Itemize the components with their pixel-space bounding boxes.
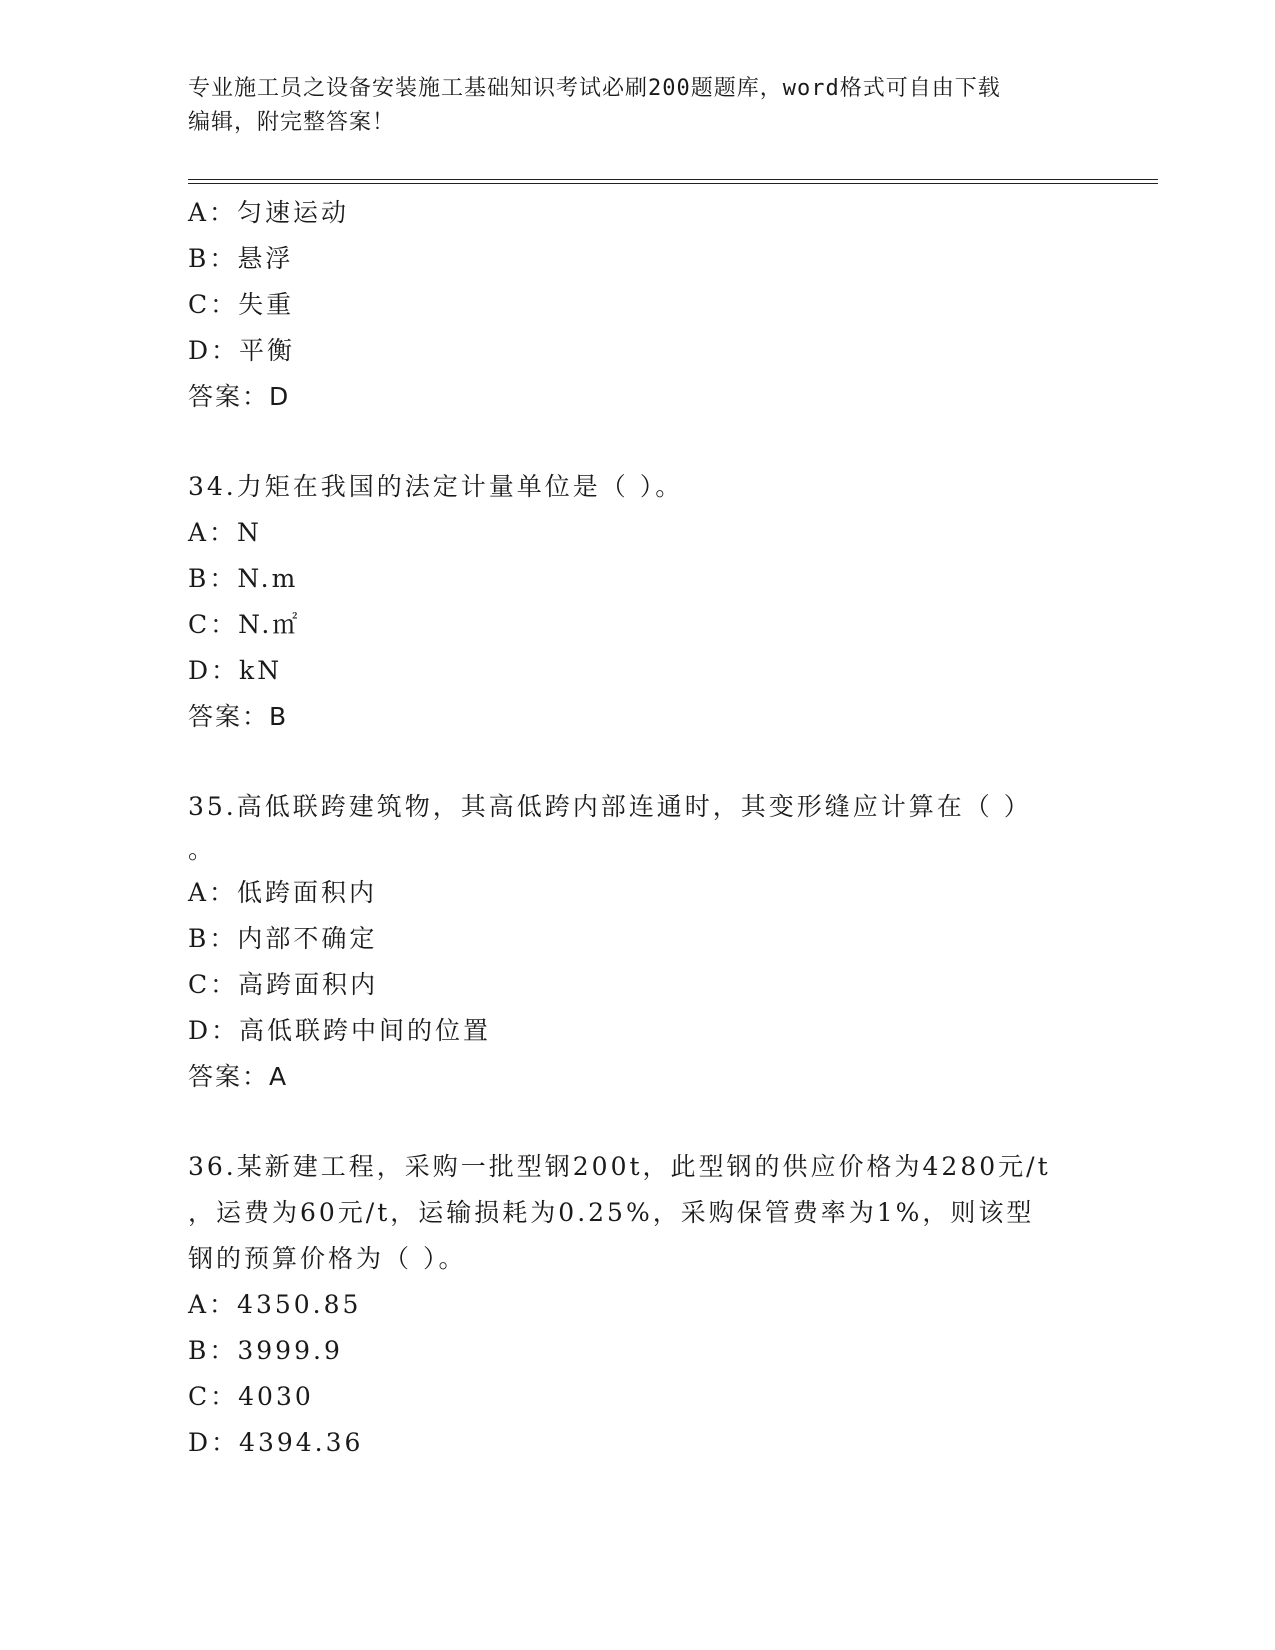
- option-c: C：失重: [188, 290, 295, 319]
- header-line-1: 专业施工员之设备安装施工基础知识考试必刷200题题库，word格式可自由下载: [188, 76, 1001, 101]
- question-list: [188, 190, 1088, 1466]
- answer: 答案：D: [188, 382, 291, 411]
- question-stem-line-1: 36.某新建工程，采购一批型钢200t，此型钢的供应价格为4280元/t: [188, 1152, 1051, 1181]
- option-d: D：高低联跨中间的位置: [188, 1016, 492, 1045]
- option-d: D：4394.36: [188, 1428, 364, 1457]
- option-b: B：N.m: [188, 564, 299, 593]
- document-header: [188, 72, 1088, 140]
- option-d: D：kN: [188, 656, 283, 685]
- header-divider-top: [188, 179, 1158, 180]
- answer: 答案：B: [188, 702, 289, 731]
- option-a: A：N: [188, 518, 262, 547]
- option-c: C：高跨面积内: [188, 970, 379, 999]
- option-c: C：4030: [188, 1382, 314, 1411]
- question-33: [188, 190, 1088, 420]
- option-b: B：3999.9: [188, 1336, 343, 1365]
- answer: 答案：A: [188, 1062, 289, 1091]
- question-35: [188, 784, 1088, 1100]
- option-a: A：低跨面积内: [188, 878, 378, 907]
- option-b: B：内部不确定: [188, 924, 378, 953]
- question-stem-line-2: ，运费为60元/t，运输损耗为0.25%，采购保管费率为1%，则该型: [188, 1198, 1035, 1227]
- question-stem-line-2: 。: [188, 835, 217, 864]
- option-b: B：悬浮: [188, 244, 294, 273]
- question-stem-line-3: 钢的预算价格为（ ）。: [188, 1244, 467, 1273]
- option-c: C：N.㎡: [188, 610, 301, 639]
- option-a: A：4350.85: [188, 1290, 362, 1319]
- question-stem: 34.力矩在我国的法定计量单位是（ ）。: [188, 472, 684, 501]
- header-line-2: 编辑，附完整答案！: [188, 110, 396, 135]
- question-34: [188, 464, 1088, 740]
- question-36: [188, 1144, 1088, 1466]
- option-d: D：平衡: [188, 336, 296, 365]
- option-a: A：匀速运动: [188, 198, 350, 227]
- question-stem-line-1: 35.高低联跨建筑物，其高低跨内部连通时，其变形缝应计算在（ ）: [188, 792, 1032, 821]
- header-divider-bottom: [188, 183, 1158, 184]
